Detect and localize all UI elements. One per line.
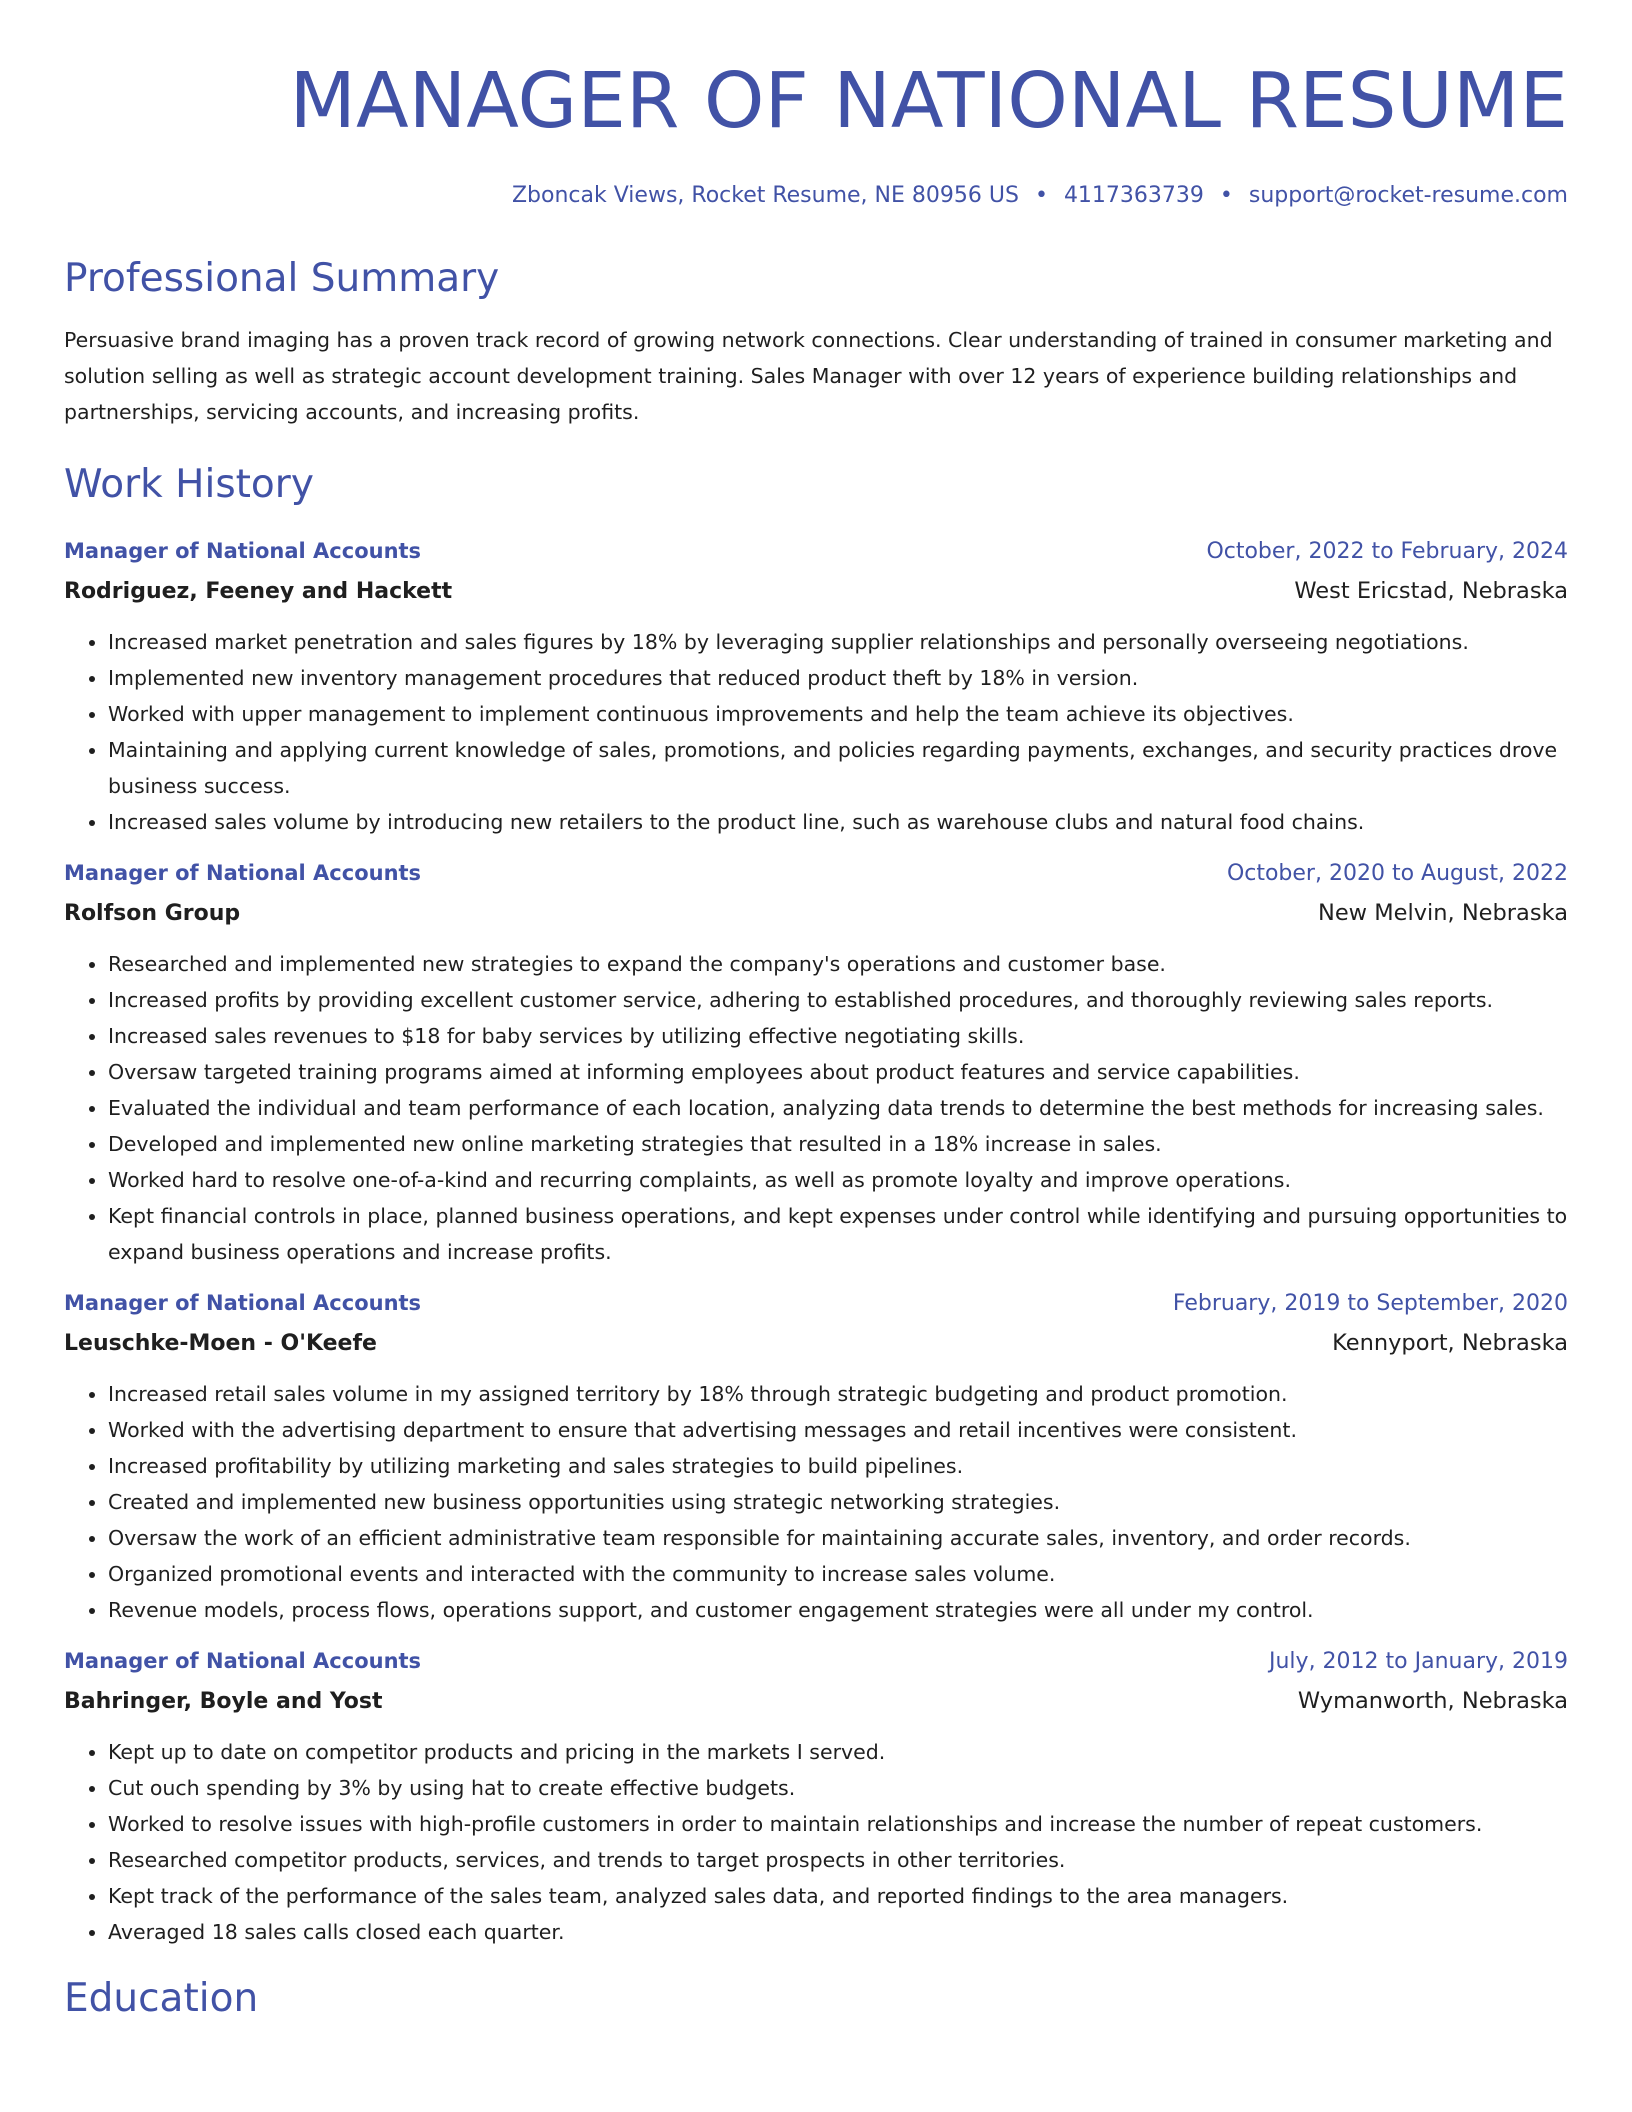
job-header-row bbox=[64, 854, 1568, 893]
job-bullet: • Developed and implemented new online marketing strategies that resulted in a 18% increase in sales. bbox=[108, 1126, 1568, 1162]
job-bullet: • Researched and implemented new strategies to expand the company's operations and customer base. bbox=[108, 946, 1568, 982]
job-bullet: • Increased profits by providing excellent customer service, adhering to established procedures, and thoroughly reviewing sales reports. bbox=[108, 982, 1568, 1018]
job-bullet: • Maintaining and applying current knowledge of sales, promotions, and policies regarding payments, exchanges, and security practices drove business success. bbox=[108, 732, 1568, 804]
job-bullet: • Averaged 18 sales calls closed each quarter. bbox=[108, 1914, 1568, 1950]
summary-text: Persuasive brand imaging has a proven track record of growing network connections. Clear understanding of trained in consumer marketing and solution selling as well as strategic account development training. Sales Manager with over 12 years of experience building relationships and partnerships, servicing accounts, and increasing profits. bbox=[64, 328, 1553, 424]
contact-separator: • bbox=[1219, 183, 1233, 208]
jobs-list bbox=[64, 532, 1568, 1950]
contact-line bbox=[64, 182, 1568, 210]
job-entry bbox=[64, 1284, 1568, 1628]
job-location: West Ericstad, Nebraska bbox=[1294, 578, 1568, 604]
resume-page bbox=[64, 0, 1568, 2024]
section-title-summary: Professional Summary bbox=[64, 256, 500, 301]
job-bullet: • Cut ouch spending by 3% by using hat to create effective budgets. bbox=[108, 1770, 1568, 1806]
job-bullet: • Worked hard to resolve one-of-a-kind and recurring complaints, as well as promote loyalty and improve operations. bbox=[108, 1162, 1568, 1198]
job-company: Rodriguez, Feeney and Hackett bbox=[64, 579, 453, 604]
job-entry bbox=[64, 1642, 1568, 1950]
job-bullet: • Kept financial controls in place, planned business operations, and kept expenses under control while identifying and pursuing opportunities to expand business operations and increase profits. bbox=[108, 1198, 1568, 1270]
contact-address: Zboncak Views, Rocket Resume, NE 80956 US bbox=[511, 183, 1019, 208]
job-entry bbox=[64, 532, 1568, 840]
job-bullets bbox=[64, 946, 1568, 1270]
job-header-row bbox=[64, 1642, 1568, 1681]
section-title-education: Education bbox=[64, 1976, 259, 2021]
job-company: Leuschke-Moen - O'Keefe bbox=[64, 1331, 377, 1356]
job-title: Manager of National Accounts bbox=[64, 1291, 422, 1315]
job-bullet: • Oversaw targeted training programs aimed at informing employees about product features and service capabilities. bbox=[108, 1054, 1568, 1090]
job-company-row bbox=[64, 571, 1568, 612]
job-company: Rolfson Group bbox=[64, 901, 241, 926]
job-title: Manager of National Accounts bbox=[64, 861, 422, 885]
contact-email: support@rocket-resume.com bbox=[1248, 183, 1568, 208]
section-title-work-history: Work History bbox=[64, 462, 314, 507]
job-bullet: • Kept track of the performance of the sales team, analyzed sales data, and reported findings to the area managers. bbox=[108, 1878, 1568, 1914]
job-bullet: • Increased retail sales volume in my assigned territory by 18% through strategic budgeting and product promotion. bbox=[108, 1376, 1568, 1412]
job-dates: February, 2019 to September, 2020 bbox=[1172, 1291, 1568, 1316]
job-dates: July, 2012 to January, 2019 bbox=[1269, 1649, 1568, 1674]
job-location: Wymanworth, Nebraska bbox=[1297, 1688, 1568, 1714]
job-bullet: • Worked to resolve issues with high-profile customers in order to maintain relationships and increase the number of repeat customers. bbox=[108, 1806, 1568, 1842]
job-bullet: • Created and implemented new business opportunities using strategic networking strategies. bbox=[108, 1484, 1568, 1520]
job-bullet: • Kept up to date on competitor products and pricing in the markets I served. bbox=[108, 1734, 1568, 1770]
job-bullet: • Worked with upper management to implement continuous improvements and help the team achieve its objectives. bbox=[108, 696, 1568, 732]
job-bullet: • Revenue models, process flows, operations support, and customer engagement strategies were all under my control. bbox=[108, 1592, 1568, 1628]
resume-name: MANAGER OF NATIONAL RESUME bbox=[289, 57, 1568, 146]
job-bullet: • Worked with the advertising department to ensure that advertising messages and retail incentives were consistent. bbox=[108, 1412, 1568, 1448]
job-bullet: • Evaluated the individual and team performance of each location, analyzing data trends to determine the best methods for increasing sales. bbox=[108, 1090, 1568, 1126]
job-bullet: • Increased sales revenues to $18 for baby services by utilizing effective negotiating skills. bbox=[108, 1018, 1568, 1054]
job-company-row bbox=[64, 893, 1568, 934]
job-bullet: • Increased profitability by utilizing marketing and sales strategies to build pipelines. bbox=[108, 1448, 1568, 1484]
job-title: Manager of National Accounts bbox=[64, 1649, 422, 1673]
job-dates: October, 2022 to February, 2024 bbox=[1206, 539, 1568, 564]
job-bullets bbox=[64, 624, 1568, 840]
job-company-row bbox=[64, 1323, 1568, 1364]
job-location: Kennyport, Nebraska bbox=[1332, 1330, 1568, 1356]
job-bullet: • Implemented new inventory management procedures that reduced product theft by 18% in version. bbox=[108, 660, 1568, 696]
job-bullets bbox=[64, 1734, 1568, 1950]
job-company-row bbox=[64, 1681, 1568, 1722]
job-header-row bbox=[64, 532, 1568, 571]
job-bullet: • Researched competitor products, services, and trends to target prospects in other territories. bbox=[108, 1842, 1568, 1878]
job-dates: October, 2020 to August, 2022 bbox=[1226, 861, 1568, 886]
contact-separator: • bbox=[1034, 183, 1048, 208]
job-bullet: • Organized promotional events and interacted with the community to increase sales volume. bbox=[108, 1556, 1568, 1592]
job-header-row bbox=[64, 1284, 1568, 1323]
job-title: Manager of National Accounts bbox=[64, 539, 422, 563]
job-location: New Melvin, Nebraska bbox=[1317, 900, 1568, 926]
job-bullet: • Increased market penetration and sales figures by 18% by leveraging supplier relationships and personally overseeing negotiations. bbox=[108, 624, 1568, 660]
job-entry bbox=[64, 854, 1568, 1270]
job-company: Bahringer, Boyle and Yost bbox=[64, 1689, 383, 1714]
job-bullet: • Oversaw the work of an efficient administrative team responsible for maintaining accurate sales, inventory, and order records. bbox=[108, 1520, 1568, 1556]
job-bullets bbox=[64, 1376, 1568, 1628]
contact-phone: 4117363739 bbox=[1063, 183, 1204, 208]
job-bullet: • Increased sales volume by introducing new retailers to the product line, such as warehouse clubs and natural food chains. bbox=[108, 804, 1568, 840]
